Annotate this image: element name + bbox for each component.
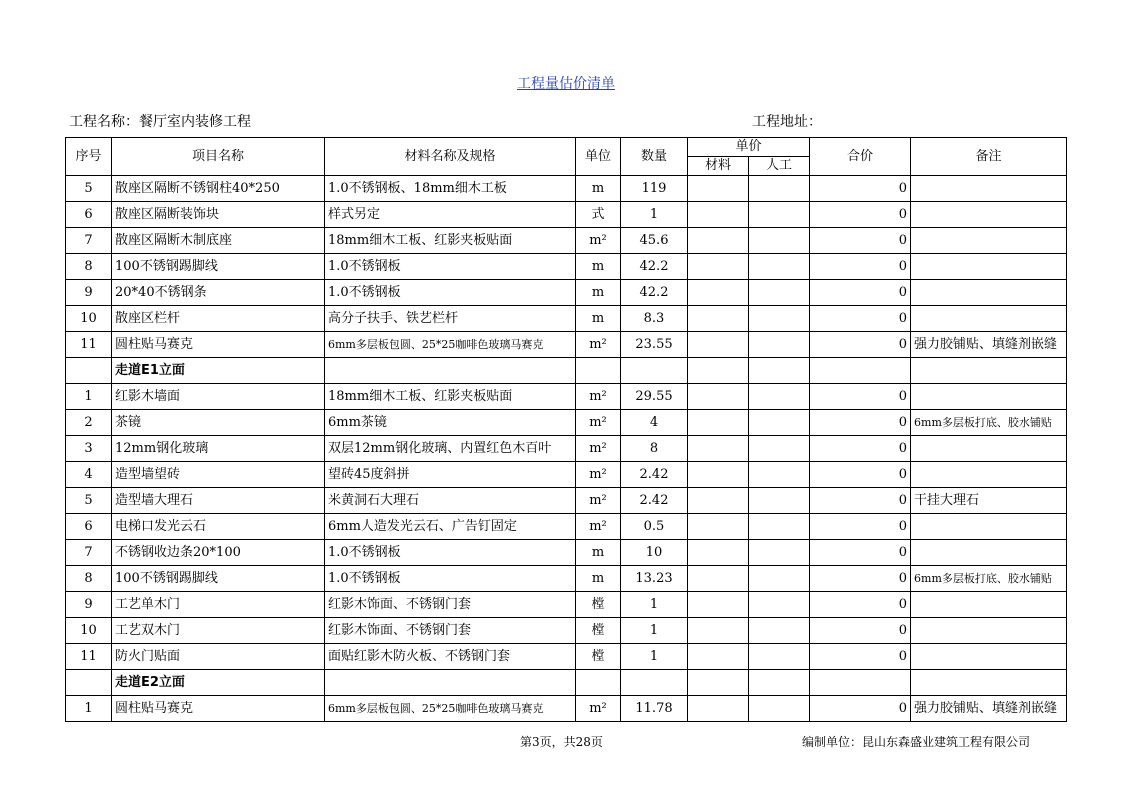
cell-material: 1.0不锈钢板: [325, 540, 576, 566]
cell-labor-price: [749, 592, 810, 618]
cell-remark: 强力胶铺贴、填缝剂嵌缝: [911, 332, 1067, 358]
cell-labor-price: [749, 384, 810, 410]
cell-labor-price: [749, 644, 810, 670]
project-address: 工程地址：: [752, 114, 822, 130]
cell-remark: 6mm多层板打底、胶水铺贴: [911, 566, 1067, 592]
cell-unit: m: [576, 176, 621, 202]
table-row: [66, 618, 1067, 644]
cell-remark: 干挂大理石: [911, 488, 1067, 514]
table-row: [66, 384, 1067, 410]
header-unit: 单位: [576, 138, 621, 176]
cell-labor-price: [749, 176, 810, 202]
section-title: 走道E2立面: [112, 670, 325, 696]
cell-remark: [911, 384, 1067, 410]
cell-material-price: [688, 462, 749, 488]
table-row: [66, 332, 1067, 358]
cell-remark: [911, 228, 1067, 254]
cell-item: 茶镜: [112, 410, 325, 436]
cell-remark: [911, 592, 1067, 618]
cell-total: 0: [810, 384, 911, 410]
cell-material-price: [688, 514, 749, 540]
cell-labor-price: [749, 514, 810, 540]
cell-item: 电梯口发光云石: [112, 514, 325, 540]
cell-qty: 119: [621, 176, 688, 202]
cell-total: 0: [810, 540, 911, 566]
cell-total: 0: [810, 462, 911, 488]
cell-remark: [911, 306, 1067, 332]
cell-no: 11: [66, 332, 112, 358]
cell-item: 造型墙大理石: [112, 488, 325, 514]
cell-unit: m²: [576, 488, 621, 514]
cell-qty: 13.23: [621, 566, 688, 592]
cell-no: 5: [66, 488, 112, 514]
table-row: [66, 592, 1067, 618]
cell-labor-price: [749, 280, 810, 306]
empty-cell: [621, 358, 688, 384]
cell-unit: m²: [576, 514, 621, 540]
cell-material: 6mm人造发光云石、广告钉固定: [325, 514, 576, 540]
cell-total: 0: [810, 436, 911, 462]
empty-cell: [325, 358, 576, 384]
cell-remark: [911, 462, 1067, 488]
cell-material: 望砖45度斜拼: [325, 462, 576, 488]
cell-material: 18mm细木工板、红影夹板贴面: [325, 384, 576, 410]
cell-material-price: [688, 228, 749, 254]
cell-labor-price: [749, 332, 810, 358]
cell-material-price: [688, 176, 749, 202]
cell-material: 6mm茶镜: [325, 410, 576, 436]
table-row: [66, 436, 1067, 462]
table-row: [66, 540, 1067, 566]
cell-no: 6: [66, 514, 112, 540]
cell-qty: 23.55: [621, 332, 688, 358]
cell-remark: [911, 280, 1067, 306]
cell-material-price: [688, 618, 749, 644]
empty-cell: [749, 358, 810, 384]
cell-no: 6: [66, 202, 112, 228]
cell-unit: 樘: [576, 618, 621, 644]
page-number: 第3页，共28页: [520, 735, 603, 749]
cell-material: 18mm细木工板、红影夹板贴面: [325, 228, 576, 254]
cell-item: 防火门贴面: [112, 644, 325, 670]
cell-remark: 强力胶铺贴、填缝剂嵌缝: [911, 696, 1067, 722]
estimate-table: [65, 137, 1067, 722]
section-row: [66, 358, 1067, 384]
cell-no: 2: [66, 410, 112, 436]
empty-cell: [66, 358, 112, 384]
table-row: [66, 306, 1067, 332]
cell-unit: m²: [576, 410, 621, 436]
cell-qty: 1: [621, 644, 688, 670]
cell-qty: 1: [621, 592, 688, 618]
cell-material-price: [688, 644, 749, 670]
header-total: 合价: [810, 138, 911, 176]
cell-material-price: [688, 254, 749, 280]
cell-unit: m: [576, 566, 621, 592]
cell-no: 7: [66, 228, 112, 254]
cell-material-price: [688, 696, 749, 722]
cell-labor-price: [749, 462, 810, 488]
empty-cell: [810, 670, 911, 696]
table-row: [66, 280, 1067, 306]
section-row: [66, 670, 1067, 696]
cell-item: 12mm钢化玻璃: [112, 436, 325, 462]
cell-unit: m: [576, 540, 621, 566]
empty-cell: [911, 670, 1067, 696]
cell-item: 散座区栏杆: [112, 306, 325, 332]
table-row: [66, 254, 1067, 280]
cell-no: 11: [66, 644, 112, 670]
cell-total: 0: [810, 306, 911, 332]
cell-material-price: [688, 280, 749, 306]
cell-total: 0: [810, 228, 911, 254]
empty-cell: [576, 670, 621, 696]
cell-no: 8: [66, 566, 112, 592]
cell-item: 工艺单木门: [112, 592, 325, 618]
cell-material-price: [688, 202, 749, 228]
cell-remark: [911, 514, 1067, 540]
cell-material: 双层12mm钢化玻璃、内置红色木百叶: [325, 436, 576, 462]
cell-remark: [911, 644, 1067, 670]
cell-item: 100不锈钢踢脚线: [112, 566, 325, 592]
cell-no: 10: [66, 618, 112, 644]
cell-unit: 式: [576, 202, 621, 228]
cell-unit: m: [576, 306, 621, 332]
cell-total: 0: [810, 696, 911, 722]
table-row: [66, 202, 1067, 228]
header-material-price: 材料: [688, 157, 749, 176]
cell-material-price: [688, 592, 749, 618]
cell-total: 0: [810, 618, 911, 644]
cell-unit: m²: [576, 696, 621, 722]
header-remark: 备注: [911, 138, 1067, 176]
cell-remark: [911, 176, 1067, 202]
cell-item: 工艺双木门: [112, 618, 325, 644]
cell-qty: 8.3: [621, 306, 688, 332]
cell-no: 3: [66, 436, 112, 462]
cell-material-price: [688, 384, 749, 410]
document-title: 工程量估价清单: [517, 76, 615, 92]
cell-item: 不锈钢收边条20*100: [112, 540, 325, 566]
cell-material: 红影木饰面、不锈钢门套: [325, 618, 576, 644]
cell-total: 0: [810, 410, 911, 436]
cell-item: 20*40不锈钢条: [112, 280, 325, 306]
cell-labor-price: [749, 566, 810, 592]
empty-cell: [688, 670, 749, 696]
header-qty: 数量: [621, 138, 688, 176]
cell-total: 0: [810, 488, 911, 514]
cell-unit: m: [576, 254, 621, 280]
table-row: [66, 566, 1067, 592]
cell-unit: m²: [576, 384, 621, 410]
table-row: [66, 410, 1067, 436]
cell-qty: 10: [621, 540, 688, 566]
cell-unit: m²: [576, 436, 621, 462]
header-material: 材料名称及规格: [325, 138, 576, 176]
cell-labor-price: [749, 306, 810, 332]
table-row: [66, 228, 1067, 254]
cell-qty: 42.2: [621, 280, 688, 306]
cell-total: 0: [810, 254, 911, 280]
cell-material-price: [688, 436, 749, 462]
cell-total: 0: [810, 176, 911, 202]
cell-unit: 樘: [576, 644, 621, 670]
cell-item: 100不锈钢踢脚线: [112, 254, 325, 280]
cell-qty: 2.42: [621, 488, 688, 514]
cell-total: 0: [810, 514, 911, 540]
cell-material: 面贴红影木防火板、不锈钢门套: [325, 644, 576, 670]
cell-material: 1.0不锈钢板: [325, 280, 576, 306]
cell-labor-price: [749, 436, 810, 462]
table-row: [66, 488, 1067, 514]
header-no: 序号: [66, 138, 112, 176]
cell-no: 7: [66, 540, 112, 566]
cell-qty: 45.6: [621, 228, 688, 254]
cell-remark: [911, 202, 1067, 228]
cell-qty: 0.5: [621, 514, 688, 540]
cell-material: 1.0不锈钢板: [325, 566, 576, 592]
header-item: 项目名称: [112, 138, 325, 176]
cell-labor-price: [749, 696, 810, 722]
cell-qty: 42.2: [621, 254, 688, 280]
cell-labor-price: [749, 202, 810, 228]
cell-item: 圆柱贴马赛克: [112, 332, 325, 358]
empty-cell: [576, 358, 621, 384]
cell-material: 6mm多层板包圆、25*25咖啡色玻璃马赛克: [325, 696, 576, 722]
cell-unit: m²: [576, 462, 621, 488]
header-labor-price: 人工: [749, 157, 810, 176]
cell-qty: 4: [621, 410, 688, 436]
cell-remark: [911, 618, 1067, 644]
cell-qty: 29.55: [621, 384, 688, 410]
cell-item: 散座区隔断装饰块: [112, 202, 325, 228]
cell-qty: 11.78: [621, 696, 688, 722]
cell-labor-price: [749, 488, 810, 514]
empty-cell: [325, 670, 576, 696]
cell-unit: m²: [576, 332, 621, 358]
empty-cell: [911, 358, 1067, 384]
section-title: 走道E1立面: [112, 358, 325, 384]
cell-material: 红影木饰面、不锈钢门套: [325, 592, 576, 618]
empty-cell: [621, 670, 688, 696]
cell-item: 圆柱贴马赛克: [112, 696, 325, 722]
cell-item: 散座区隔断不锈钢柱40*250: [112, 176, 325, 202]
cell-no: 8: [66, 254, 112, 280]
cell-material: 1.0不锈钢板: [325, 254, 576, 280]
cell-material-price: [688, 566, 749, 592]
cell-material-price: [688, 410, 749, 436]
cell-unit: m: [576, 280, 621, 306]
cell-material-price: [688, 540, 749, 566]
cell-no: 9: [66, 592, 112, 618]
table-row: [66, 514, 1067, 540]
cell-qty: 2.42: [621, 462, 688, 488]
empty-cell: [688, 358, 749, 384]
compiling-unit: 编制单位：昆山东森盛业建筑工程有限公司: [802, 735, 1031, 749]
cell-labor-price: [749, 254, 810, 280]
cell-material-price: [688, 306, 749, 332]
cell-item: 散座区隔断木制底座: [112, 228, 325, 254]
table-row: [66, 696, 1067, 722]
cell-total: 0: [810, 202, 911, 228]
cell-material: 高分子扶手、铁艺栏杆: [325, 306, 576, 332]
cell-material: 6mm多层板包圆、25*25咖啡色玻璃马赛克: [325, 332, 576, 358]
cell-qty: 8: [621, 436, 688, 462]
cell-labor-price: [749, 410, 810, 436]
empty-cell: [66, 670, 112, 696]
cell-material-price: [688, 488, 749, 514]
cell-remark: 6mm多层板打底、胶水铺贴: [911, 410, 1067, 436]
cell-total: 0: [810, 566, 911, 592]
cell-material-price: [688, 332, 749, 358]
cell-remark: [911, 254, 1067, 280]
cell-total: 0: [810, 332, 911, 358]
table-row: [66, 644, 1067, 670]
cell-no: 1: [66, 696, 112, 722]
cell-no: 4: [66, 462, 112, 488]
project-name: 工程名称：餐厅室内装修工程: [69, 114, 251, 130]
cell-total: 0: [810, 280, 911, 306]
cell-qty: 1: [621, 202, 688, 228]
cell-total: 0: [810, 592, 911, 618]
table-row: [66, 176, 1067, 202]
cell-unit: m²: [576, 228, 621, 254]
cell-labor-price: [749, 618, 810, 644]
cell-material: 米黄洞石大理石: [325, 488, 576, 514]
cell-no: 10: [66, 306, 112, 332]
empty-cell: [749, 670, 810, 696]
cell-material: 1.0不锈钢板、18mm细木工板: [325, 176, 576, 202]
cell-labor-price: [749, 228, 810, 254]
cell-no: 1: [66, 384, 112, 410]
cell-qty: 1: [621, 618, 688, 644]
empty-cell: [810, 358, 911, 384]
cell-unit: 樘: [576, 592, 621, 618]
header-unit-price: 单价: [688, 138, 810, 157]
cell-labor-price: [749, 540, 810, 566]
cell-material: 样式另定: [325, 202, 576, 228]
cell-no: 5: [66, 176, 112, 202]
table-row: [66, 462, 1067, 488]
cell-total: 0: [810, 644, 911, 670]
cell-item: 红影木墙面: [112, 384, 325, 410]
cell-item: 造型墙望砖: [112, 462, 325, 488]
cell-no: 9: [66, 280, 112, 306]
cell-remark: [911, 540, 1067, 566]
cell-remark: [911, 436, 1067, 462]
